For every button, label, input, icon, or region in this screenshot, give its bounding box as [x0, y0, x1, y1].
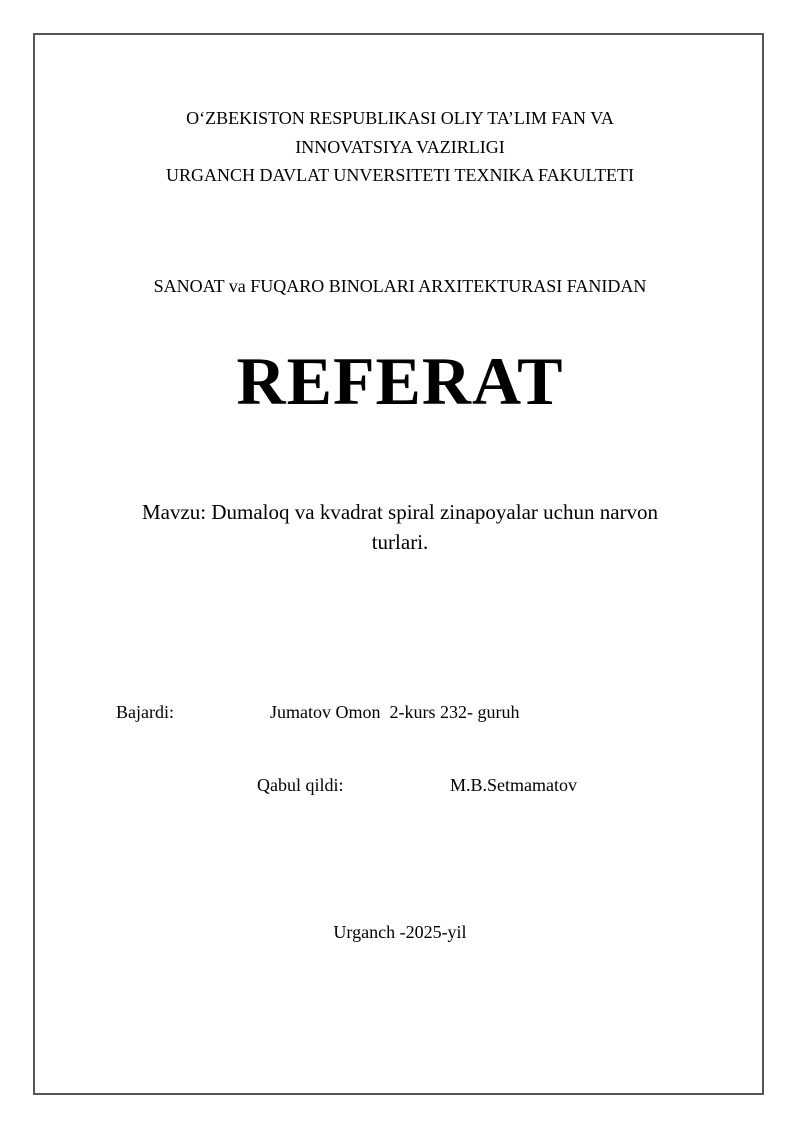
university-line: URGANCH DAVLAT UNVERSITETI TEXNIKA FAKULTETI: [166, 165, 634, 185]
accepted-value: M.B.Setmamatov: [450, 775, 577, 795]
ministry-line-1: O‘ZBEKISTON RESPUBLIKASI OLIY TA’LIM FAN VA: [186, 108, 614, 128]
accepted-label: Qabul qildi:: [257, 775, 344, 795]
document-title: REFERAT: [236, 343, 564, 419]
ministry-line-2: INNOVATSIYA VAZIRLIGI: [295, 137, 505, 157]
footer-place-year: Urganch -2025-yil: [333, 922, 467, 942]
performed-label: Bajardi:: [116, 702, 174, 722]
performed-value: Jumatov Omon 2-kurs 232- guruh: [270, 702, 520, 722]
subject-line: SANOAT va FUQARO BINOLARI ARXITEKTURASI FANIDAN: [153, 276, 647, 296]
topic-line-1: Mavzu: Dumaloq va kvadrat spiral zinapoyalar uchun narvon: [141, 500, 659, 524]
topic-line-2: turlari.: [371, 530, 429, 554]
